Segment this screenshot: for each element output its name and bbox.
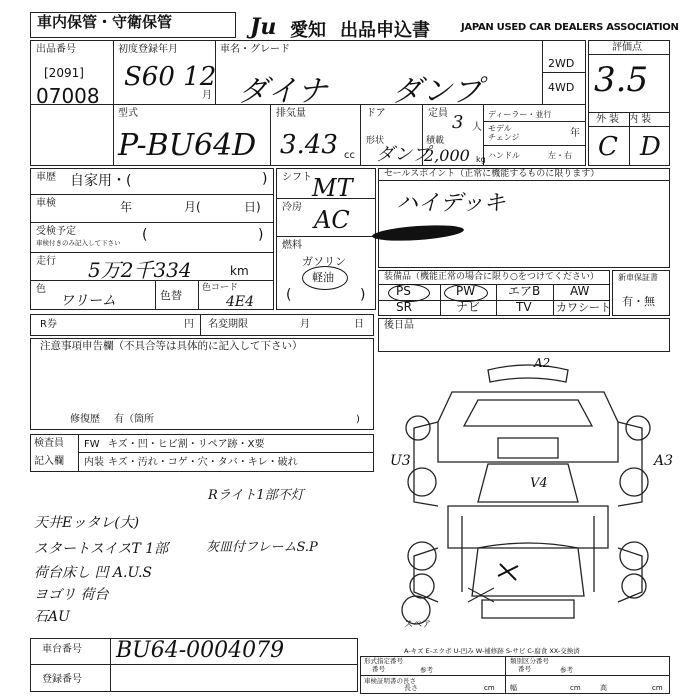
inspector-row1: キズ・凹・ヒビ割・リペア跡・X要 <box>108 439 265 450</box>
rating-value: 3.5 <box>594 60 649 100</box>
receipt-close: ) <box>258 227 264 243</box>
warranty-value: 有・無 <box>622 295 655 308</box>
chassis-label: 車台番号 <box>42 644 82 655</box>
shape-label: 形状 <box>366 136 385 146</box>
load-value: 2,000 <box>424 146 470 165</box>
mark-v4: V4 <box>530 476 548 491</box>
r-ticket-row <box>30 314 374 336</box>
bottom-cert: 車検証明書の長さ <box>364 677 416 685</box>
doc-title: 出品申込書 <box>340 20 430 41</box>
name-change-day: 日 <box>354 319 364 330</box>
car-name-value: ダイナ <box>238 74 328 109</box>
sales-point-value: ハイデッキ <box>396 191 506 216</box>
inspector-sub-label: 記入欄 <box>34 456 64 467</box>
equip-leather: カワシート <box>556 301 611 314</box>
drive-4wd: 4WD <box>548 81 575 94</box>
mark-a3: A3 <box>654 453 674 469</box>
exterior-interior-label: 外装 内装 <box>596 114 655 125</box>
storage-title-box <box>30 12 236 38</box>
door-label: ドア <box>366 108 386 119</box>
legend: A-キズ E-エクボ U-凹み W-補修跡 S-サビ C-腐食 XX-交換済 <box>404 647 580 655</box>
repair-label: 修復歴 <box>70 414 100 425</box>
model-value: P-BU64D <box>118 128 257 163</box>
inspection-month: 月( <box>184 200 201 214</box>
reg-number-label: 登録番号 <box>42 674 82 685</box>
name-change-month: 月 <box>300 319 310 330</box>
registration-label: 初度登録年月 <box>118 44 178 55</box>
inspector-label: 検査員 <box>34 438 64 449</box>
color-label: 色 <box>36 284 46 295</box>
note-line4: ヨゴリ 荷台 <box>34 587 109 603</box>
lot-label: 出品番号 <box>36 44 76 55</box>
inspector-row1-label: FW <box>84 439 100 450</box>
exterior-value: C <box>598 132 618 162</box>
mark-u3: U3 <box>390 453 411 469</box>
mileage-label: 走行 <box>36 256 56 267</box>
fuel-paren: ( <box>286 287 292 303</box>
bottom-height: 高 <box>600 684 607 692</box>
after-date-box <box>378 318 670 352</box>
sales-point-label: セールスポイント（正常に機能するものに限ります） <box>384 169 600 179</box>
equipment-label: 装備品（機能正常の場合に限り○をつけてください） <box>384 272 599 282</box>
note-line3: 荷台床し 凹 A.U.S <box>34 565 153 581</box>
displacement-value: 3.43 <box>280 130 338 160</box>
org-name: 愛知 <box>290 20 326 41</box>
color-code-value: 4E4 <box>226 294 255 310</box>
fuel-diesel-circle <box>302 266 348 290</box>
shift-value: MT <box>312 174 353 202</box>
bottom-col2: 類別区分番号 <box>510 657 549 665</box>
receipt-label: 受検予定 <box>36 226 76 237</box>
capacity-value: 3 <box>452 112 464 133</box>
chassis-value: BU64-0004079 <box>116 638 285 663</box>
equip-sr: SR <box>396 300 412 314</box>
history-label: 車歴 <box>36 172 56 183</box>
mileage-value: 5万2千334 <box>88 258 192 282</box>
equip-navi: ナビ <box>456 300 481 314</box>
interior-value: D <box>640 132 661 162</box>
english-name: JAPAN USED CAR DEALERS ASSOCIATION <box>461 22 679 33</box>
repair-close: ) <box>356 414 360 425</box>
load-unit: kg <box>476 155 486 164</box>
car-diagram <box>378 352 678 642</box>
note-line1: 天井Eッタレ(大) <box>34 515 140 531</box>
receipt-open: ( <box>142 227 148 243</box>
bottom-unit-1: cm <box>484 684 495 692</box>
sales-point-box <box>378 168 670 268</box>
fuel-label: 燃料 <box>282 240 302 251</box>
displacement-label: 排気量 <box>276 108 306 119</box>
inspector-row2: キズ・汚れ・コゲ・穴・タバ・キレ・破れ <box>108 457 298 468</box>
dealer-label: ディーラー・並行 <box>488 110 552 119</box>
mark-a2: A2 <box>534 356 551 370</box>
inspection-day: 日) <box>244 200 261 214</box>
bottom-ref-1: 参考 <box>420 666 433 674</box>
note-line1b: 灰皿付フレームS.P <box>206 540 318 555</box>
car-grade-value: ダンプ <box>392 74 483 109</box>
lot-number: 07008 <box>36 84 100 108</box>
storage-title: 車内保管・守衛保管 <box>37 13 173 31</box>
rating-label: 評価点 <box>612 42 642 53</box>
bottom-width: 幅 <box>510 684 517 692</box>
load-label: 積載 <box>426 136 445 146</box>
warranty-label: 新車保証書 <box>618 273 658 282</box>
after-date-label: 後日品 <box>384 320 414 331</box>
equip-aw: AW <box>570 284 590 298</box>
bottom-length: 長さ <box>404 684 418 692</box>
model-year-label: モデル <box>488 124 512 133</box>
color-code-label: 色コード <box>202 283 239 293</box>
ju-logo: Ju <box>250 14 277 40</box>
bottom-ref-2: 参考 <box>560 666 573 674</box>
drive-2wd: 2WD <box>548 57 575 70</box>
equip-airbag: エアB <box>508 284 541 298</box>
inspection-label: 車検 <box>36 198 56 209</box>
displacement-unit: cc <box>344 150 355 161</box>
note-rlight: Rライト1部不灯 <box>208 488 304 503</box>
bottom-unit-2: cm <box>570 684 581 692</box>
registration-month-unit: 月 <box>202 90 212 101</box>
receipt-sub: 車検付きのみ記入して下さい <box>36 239 121 247</box>
aircon-label: 冷房 <box>282 202 302 213</box>
color-value: ワリーム <box>60 293 116 309</box>
inspector-row2-label: 内装 <box>84 457 104 468</box>
r-ticket-label: R券 <box>40 319 57 330</box>
capacity-label: 定員 <box>428 108 448 119</box>
handle-options: 左・右 <box>548 151 572 160</box>
history-close: ) <box>262 171 268 187</box>
history-value: 自家用・( <box>70 173 132 189</box>
bottom-col1: 形式指定番号 <box>364 657 403 665</box>
note-line5: 石AU <box>34 609 70 625</box>
car-name-label: 車名・グレード <box>220 44 290 55</box>
year-unit: 年 <box>570 128 580 139</box>
fuel-option-diesel: 軽油 <box>312 271 334 284</box>
equip-tv: TV <box>516 300 532 314</box>
change-label: チェンジ <box>488 133 520 142</box>
inspection-year: 年 <box>120 200 133 214</box>
fuel-option-gasoline: ガソリン <box>302 255 346 268</box>
r-ticket-unit: 円 <box>184 319 194 330</box>
note-line2: スタートスイスT 1部 <box>34 541 169 557</box>
shape-value: ダンプ <box>376 144 431 165</box>
aircon-value: AC <box>314 206 350 234</box>
notes-label: 注意事項申告欄（不具合等は具体的に記入して下さい） <box>40 340 303 352</box>
color-change-label: 色替 <box>160 289 182 302</box>
bottom-unit-3: cm <box>652 684 663 692</box>
fuel-paren-close: ) <box>360 287 366 303</box>
model-label: 型式 <box>118 108 138 119</box>
equip-pw: PW <box>456 284 476 298</box>
capacity-unit: 人 <box>472 122 482 133</box>
mileage-unit: km <box>230 264 249 278</box>
handle-label: ハンドル <box>488 151 520 160</box>
repair-value: 有（箇所 <box>114 414 154 425</box>
spare-label: スペア <box>404 620 432 630</box>
bottom-col1b: 番号 <box>372 665 385 673</box>
equip-ps: PS <box>396 284 411 298</box>
shift-label: シフト <box>282 172 312 183</box>
registration-value: S60 12 <box>124 62 217 92</box>
bottom-col2b: 番号 <box>518 665 531 673</box>
name-change-label: 名変期限 <box>208 319 248 330</box>
lot-sub-number: [2091] <box>44 66 84 80</box>
